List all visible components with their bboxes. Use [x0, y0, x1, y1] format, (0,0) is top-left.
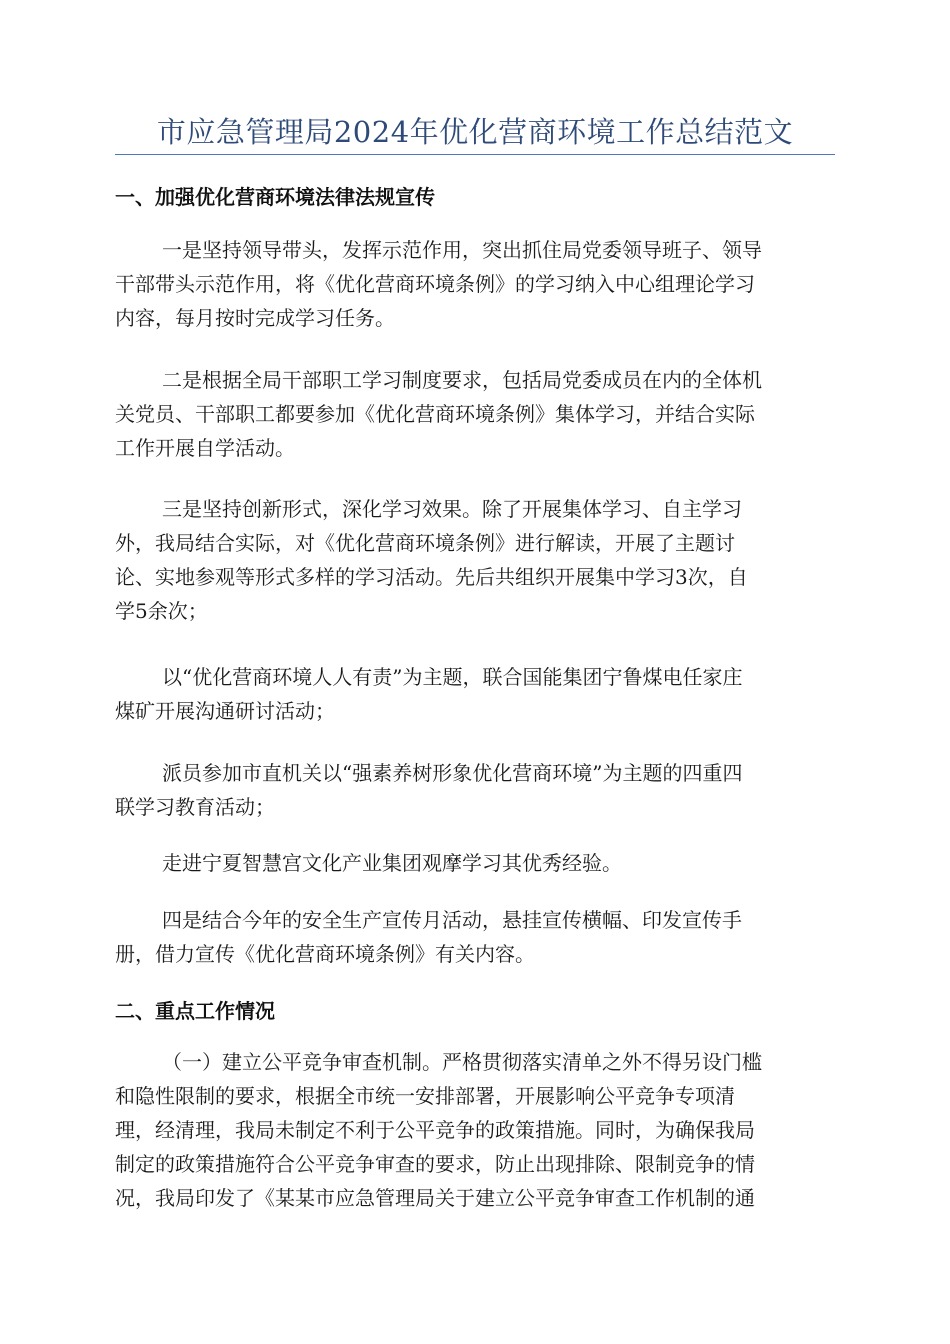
paragraph-line: 况，我局印发了《某某市应急管理局关于建立公平竞争审查工作机制的通	[115, 1186, 755, 1210]
paragraph-line: 理，经清理，我局未制定不利于公平竞争的政策措施。同时，为确保我局	[115, 1118, 755, 1142]
paragraph	[115, 233, 835, 335]
paragraph-line: 工作开展自学活动。	[115, 436, 295, 460]
paragraph	[115, 846, 835, 880]
paragraph-line: （一）建立公平竞争审查机制。严格贯彻落实清单之外不得另设门槛	[162, 1050, 762, 1074]
paragraph-line: 二是根据全局干部职工学习制度要求，包括局党委成员在内的全体机	[162, 368, 762, 392]
paragraph-line: 走进宁夏智慧宫文化产业集团观摩学习其优秀经验。	[162, 851, 622, 875]
paragraph-line: 内容，每月按时完成学习任务。	[115, 306, 395, 330]
paragraph-line: 三是坚持创新形式，深化学习效果。除了开展集体学习、自主学习	[162, 497, 742, 521]
section-heading-2: 二、重点工作情况	[115, 999, 275, 1023]
paragraph-line: 煤矿开展沟通研讨活动；	[115, 699, 335, 723]
paragraph-line: 以“优化营商环境人人有责”为主题，联合国能集团宁鲁煤电任家庄	[162, 665, 743, 689]
paragraph-line: 一是坚持领导带头，发挥示范作用，突出抓住局党委领导班子、领导	[162, 238, 762, 262]
paragraph-line: 四是结合今年的安全生产宣传月活动，悬挂宣传横幅、印发宣传手	[162, 908, 742, 932]
paragraph-line: 制定的政策措施符合公平竞争审查的要求，防止出现排除、限制竞争的情	[115, 1152, 755, 1176]
paragraph	[115, 756, 835, 824]
paragraph-line: 干部带头示范作用，将《优化营商环境条例》的学习纳入中心组理论学习	[115, 272, 755, 296]
paragraph-line: 联学习教育活动；	[115, 795, 275, 819]
paragraph-line: 派员参加市直机关以“强素养树形象优化营商环境”为主题的四重四	[162, 761, 743, 785]
paragraph	[115, 492, 835, 628]
document-title: 市应急管理局2024年优化营商环境工作总结范文	[156, 115, 794, 149]
paragraph-line: 册，借力宣传《优化营商环境条例》有关内容。	[115, 942, 535, 966]
title-underline	[115, 154, 835, 155]
section-heading-1: 一、加强优化营商环境法律法规宣传	[115, 185, 435, 209]
paragraph-line: 外，我局结合实际，对《优化营商环境条例》进行解读，开展了主题讨	[115, 531, 735, 555]
paragraph	[115, 363, 835, 465]
paragraph	[115, 903, 835, 971]
paragraph	[115, 660, 835, 728]
paragraph-line: 关党员、干部职工都要参加《优化营商环境条例》集体学习，并结合实际	[115, 402, 755, 426]
paragraph	[115, 1045, 835, 1215]
paragraph-line: 和隐性限制的要求，根据全市统一安排部署，开展影响公平竞争专项清	[115, 1084, 735, 1108]
paragraph-line: 论、实地参观等形式多样的学习活动。先后共组织开展集中学习3次，自	[115, 565, 748, 589]
paragraph-line: 学5余次；	[115, 599, 208, 623]
